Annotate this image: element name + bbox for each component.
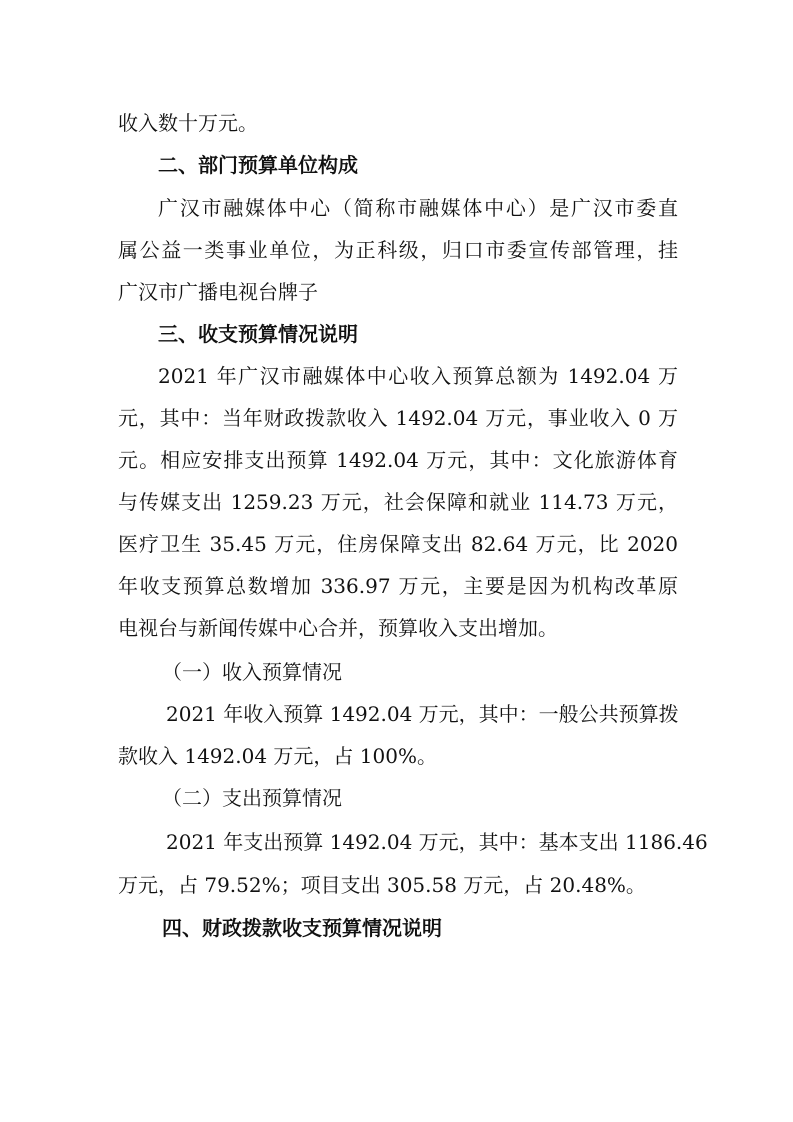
- paragraph-line: 2021 年收入预算 1492.04 万元，其中：一般公共预算拨: [166, 702, 679, 726]
- paragraph-line: 与传媒支出 1259.23 万元，社会保障和就业 114.73 万元，: [118, 490, 678, 514]
- paragraph-line: 电视台与新闻传媒中心合并，预算收入支出增加。: [118, 616, 558, 640]
- paragraph-line: 2021 年广汉市融媒体中心收入预算总额为 1492.04 万: [158, 364, 678, 388]
- paragraph-line: 元，其中：当年财政拨款收入 1492.04 万元，事业收入 0 万: [118, 406, 678, 430]
- section-heading-unit-composition: 二、部门预算单位构成: [158, 153, 358, 177]
- paragraph-line: 广汉市广播电视台牌子: [118, 280, 318, 304]
- paragraph-line: 万元，占 79.52%；项目支出 305.58 万元，占 20.48%。: [118, 873, 646, 897]
- subheading-expense-budget: （二）支出预算情况: [162, 786, 342, 810]
- subheading-income-budget: （一）收入预算情况: [162, 660, 342, 684]
- section-heading-budget-overview: 三、收支预算情况说明: [158, 322, 358, 346]
- paragraph-line: 收入数十万元。: [118, 111, 258, 135]
- paragraph-line: 款收入 1492.04 万元，占 100%。: [118, 744, 437, 768]
- paragraph-line: 医疗卫生 35.45 万元，住房保障支出 82.64 万元，比 2020: [118, 532, 678, 556]
- paragraph-line: 元。相应安排支出预算 1492.04 万元，其中：文化旅游体育: [118, 448, 678, 472]
- paragraph-line: 属公益一类事业单位，为正科级，归口市委宣传部管理，挂: [118, 238, 678, 262]
- paragraph-line: 2021 年支出预算 1492.04 万元，其中：基本支出 1186.46: [166, 830, 708, 854]
- paragraph-line: 广汉市融媒体中心（简称市融媒体中心）是广汉市委直: [158, 196, 678, 220]
- paragraph-line: 年收支预算总数增加 336.97 万元，主要是因为机构改革原: [118, 574, 678, 598]
- section-heading-fiscal-appropriation: 四、财政拨款收支预算情况说明: [162, 916, 442, 940]
